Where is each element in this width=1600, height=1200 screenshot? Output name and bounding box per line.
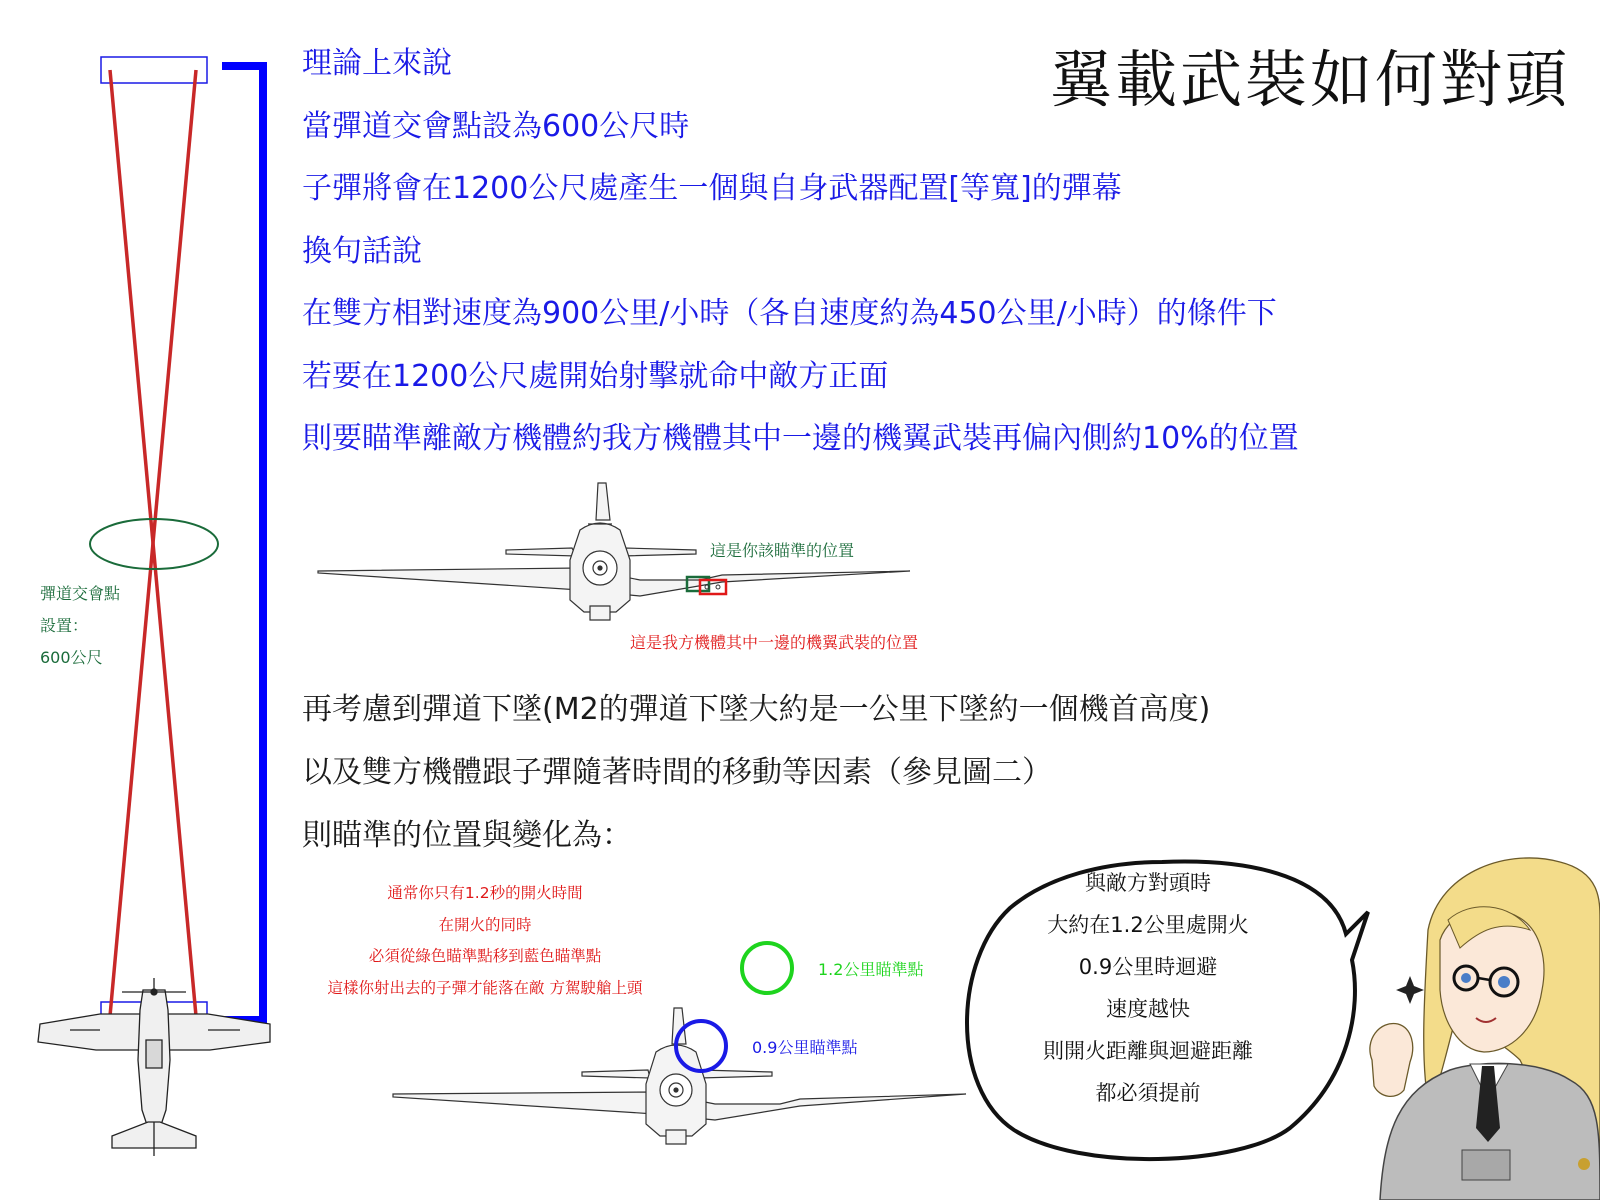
own-aircraft-topview-icon: [38, 978, 270, 1156]
convergence-setting-label: [40, 582, 120, 678]
firing-note-line: 必須從綠色瞄準點移到藍色瞄準點: [368, 947, 602, 965]
intro-line: 當彈道交會點設為600公尺時: [302, 108, 690, 144]
intro-line: 子彈將會在1200公尺處產生一個與自身武器配置[等寬]的彈幕: [302, 171, 1122, 206]
firing-note-line: 這樣你射出去的子彈才能落在敵 方駕駛艙上頭: [327, 978, 643, 997]
followup-line: 以及雙方機體跟子彈隨著時間的移動等因素（參見圖二）: [302, 755, 1052, 790]
convergence-label-line: 600公尺: [40, 648, 103, 667]
green-aim-circle: [742, 943, 792, 993]
green-aim-label: 1.2公里瞄準點: [818, 960, 924, 979]
convergence-label-line: 設置：: [40, 616, 89, 635]
speech-line: 則開火距離與迴避距離: [1043, 1039, 1253, 1063]
intro-text-block: [302, 44, 1299, 482]
speech-line: 與敵方對頭時: [1085, 871, 1211, 895]
speech-line: 速度越快: [1106, 997, 1190, 1021]
convergence-label-line: 彈道交會點: [40, 584, 121, 603]
intro-line: 理論上來說: [302, 46, 452, 81]
firing-notes: [290, 882, 680, 1008]
character-girl-illustration: [1370, 858, 1600, 1200]
firing-note-line: 通常你只有1.2秒的開火時間: [387, 884, 583, 902]
target-box-top: [101, 57, 207, 83]
followup-text-block: [302, 690, 1210, 879]
page-title: 翼載武裝如何對頭: [1049, 43, 1570, 116]
speech-line: 0.9公里時迴避: [1078, 955, 1218, 979]
speech-bubble-text: [978, 868, 1318, 1120]
range-bracket: [222, 66, 263, 1020]
intro-line: 在雙方相對速度為900公里/小時（各自速度約為450公里/小時）的條件下: [302, 296, 1277, 331]
intro-line: 則要瞄準離敵方機體約我方機體其中一邊的機翼武裝再偏內側約10%的位置: [302, 421, 1299, 456]
enemy-aircraft-frontview-icon: [393, 1008, 966, 1144]
intro-line: 若要在1200公尺處開始射擊就命中敵方正面: [302, 358, 889, 394]
intro-line: 換句話說: [302, 233, 422, 269]
wing-gun-port-icon: [716, 585, 720, 589]
blue-aim-label: 0.9公里瞄準點: [752, 1038, 858, 1057]
aim-point-label: 這是你該瞄準的位置: [710, 541, 855, 560]
followup-line: 則瞄準的位置與變化為：: [302, 818, 632, 853]
followup-line: 再考慮到彈道下墜(M2的彈道下墜大約是一公里下墜約一個機首高度): [302, 692, 1211, 727]
wing-gun-label: 這是我方機體其中一邊的機翼武裝的位置: [630, 633, 919, 652]
speech-line: 都必須提前: [1095, 1081, 1201, 1105]
firing-note-line: 在開火的同時: [438, 915, 532, 934]
speech-line: 大約在1.2公里處開火: [1047, 913, 1249, 937]
